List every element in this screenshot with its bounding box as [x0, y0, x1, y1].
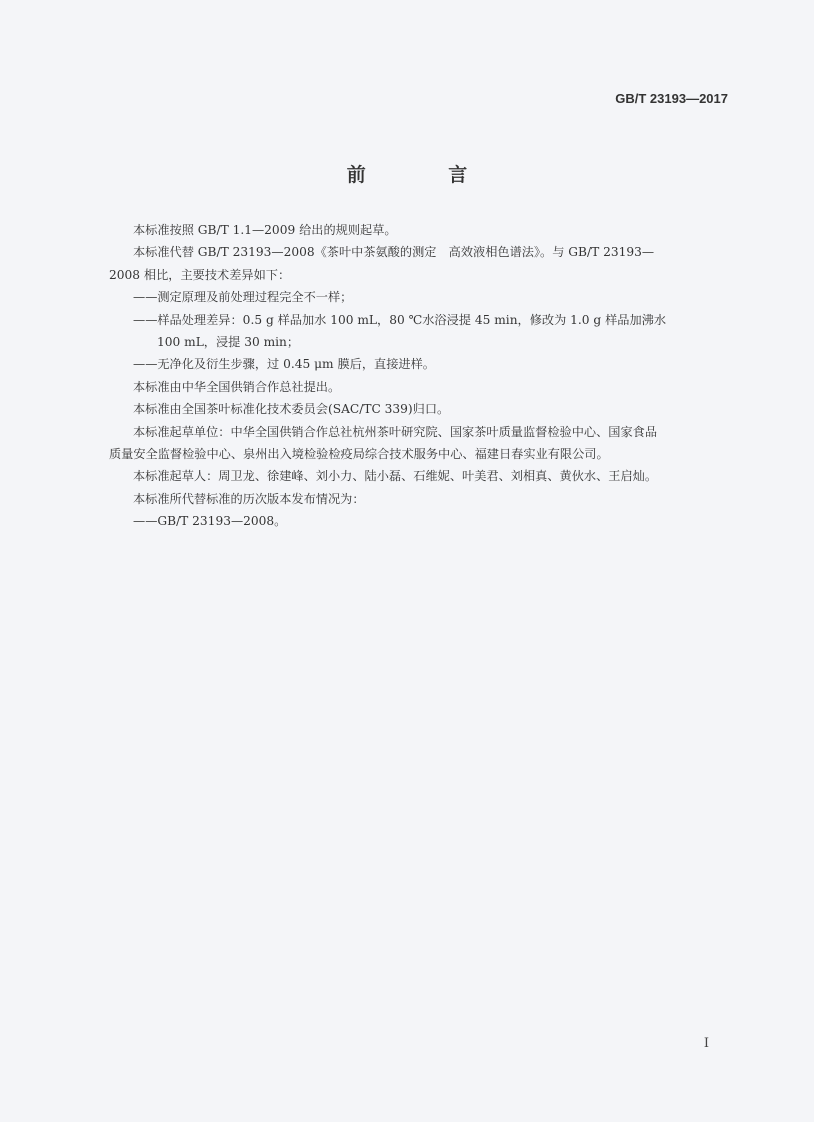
paragraph-centralized-by: 本标准由全国茶叶标准化技术委员会(SAC/TC 339)归口。: [133, 402, 450, 417]
paragraph-previous-versions: 本标准所代替标准的历次版本发布情况为：: [133, 491, 365, 506]
list-item-sample-treatment-line1: ——样品处理差异：0.5 g 样品加水 100 mL，80 ℃水浴浸提 45 min，修改为 1.0 g 样品加沸水: [133, 312, 667, 327]
page-title: 前 言: [346, 164, 506, 186]
paragraph-replaces-line2: 2008 相比，主要技术差异如下：: [109, 267, 291, 282]
paragraph-proposed-by: 本标准由中华全国供销合作总社提出。: [133, 379, 341, 394]
list-item-no-purification: ——无净化及衍生步骤，过 0.45 μm 膜后，直接进样。: [133, 357, 435, 372]
paragraph-drafting-rules: 本标准按照 GB/T 1.1—2009 给出的规则起草。: [133, 223, 397, 237]
list-item-sample-treatment-line2: 100 mL，浸提 30 min；: [157, 335, 300, 350]
list-item-previous-version: ——GB/T 23193—2008。: [133, 514, 287, 529]
paragraph-drafting-units-line1: 本标准起草单位：中华全国供销合作总社杭州茶叶研究院、国家茶叶质量监督检验中心、国家食品: [133, 424, 658, 439]
paragraph-replaces-line1: 本标准代替 GB/T 23193—2008《茶叶中茶氨酸的测定 高效液相色谱法》。与 GB/T 23193—: [133, 245, 655, 260]
foreword-body: [109, 219, 731, 533]
standard-code: GB/T 23193—2017: [615, 91, 728, 106]
list-item-principle: ——测定原理及前处理过程完全不一样；: [133, 290, 353, 305]
page-number: I: [703, 1036, 709, 1051]
paragraph-drafters: 本标准起草人：周卫龙、徐建峰、刘小力、陆小磊、石维妮、叶美君、刘相真、黄伙水、王启灿。: [133, 469, 658, 484]
paragraph-drafting-units-line2: 质量安全监督检验中心、泉州出入境检验检疫局综合技术服务中心、福建日春实业有限公司。: [109, 447, 609, 462]
